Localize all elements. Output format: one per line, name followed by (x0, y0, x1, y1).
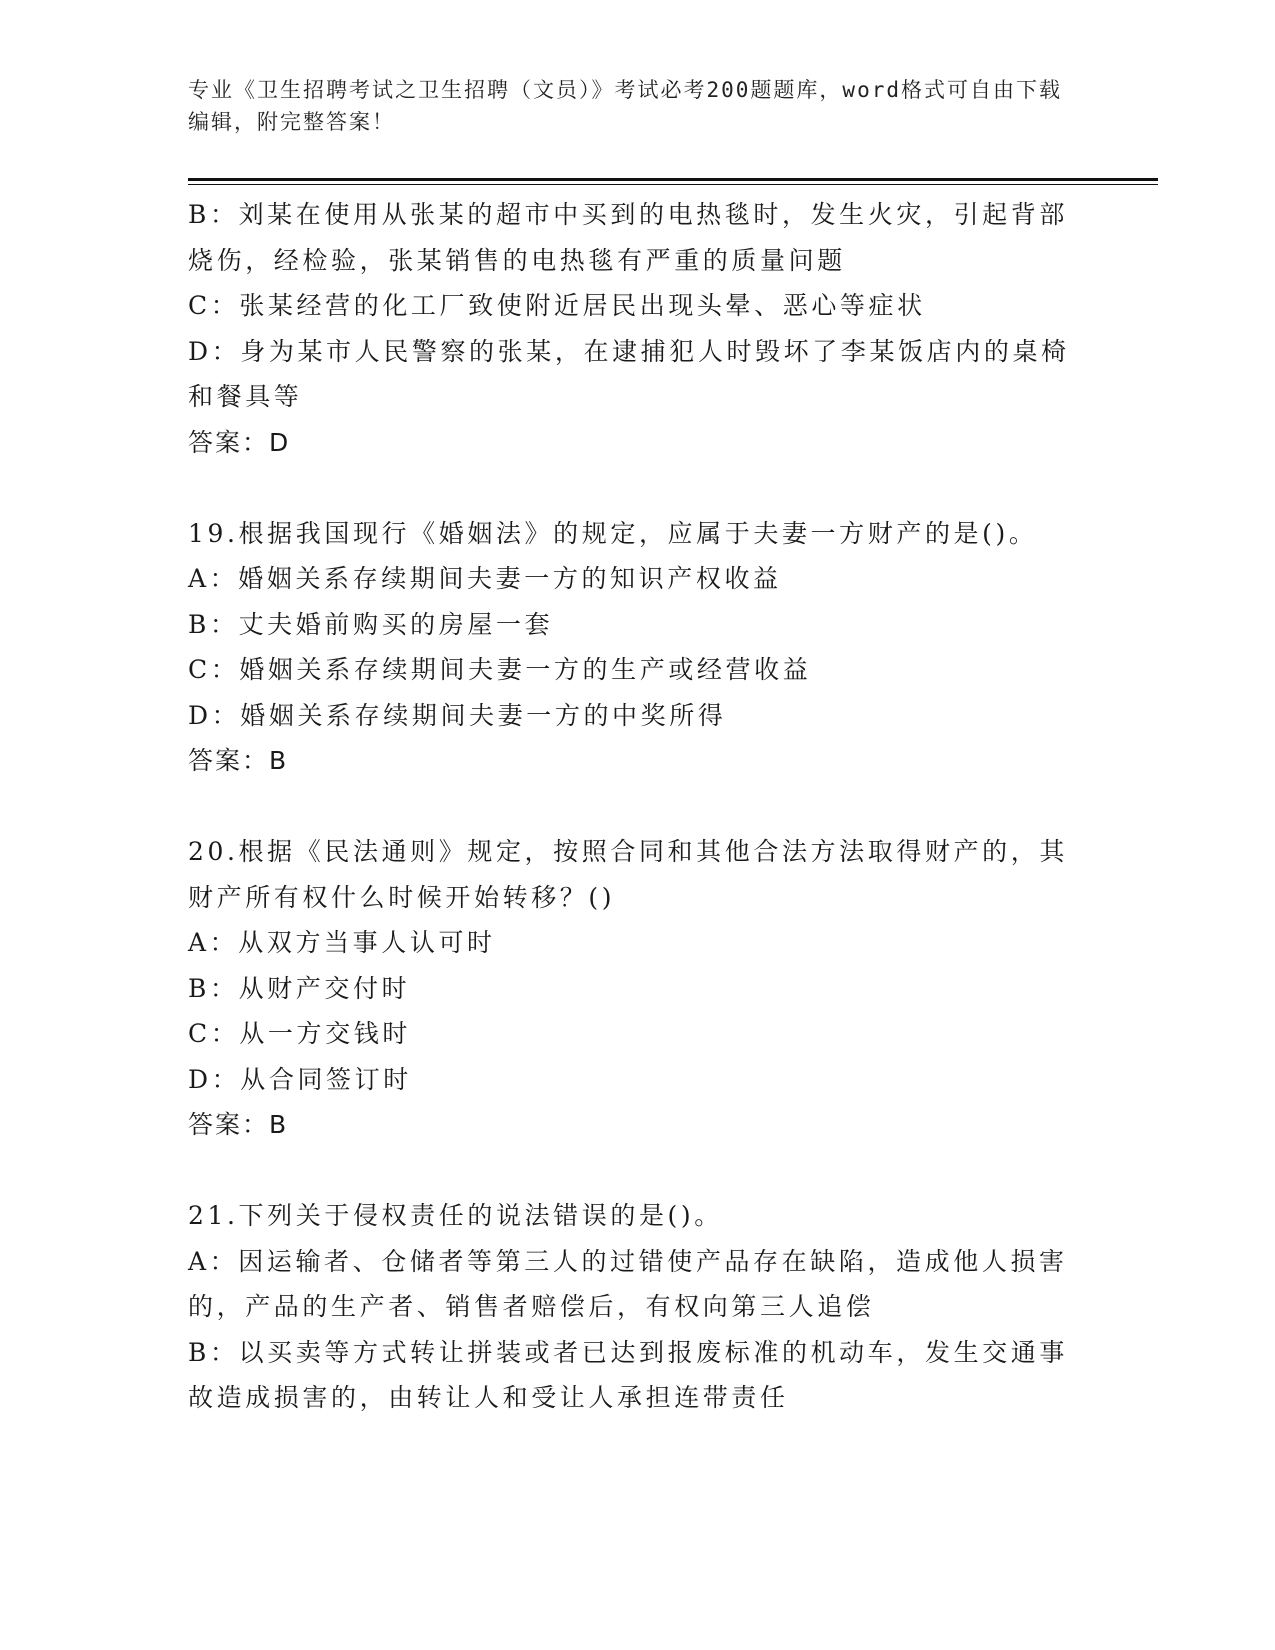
question-block (188, 192, 1088, 465)
option-line: 烧伤，经检验，张某销售的电热毯有严重的质量问题 (188, 245, 846, 275)
question-block (188, 511, 1088, 784)
option-line: A：因运输者、仓储者等第三人的过错使产品存在缺陷，造成他人损害 (188, 1246, 1068, 1276)
option-line: D：身为某市人民警察的张某，在逮捕犯人时毁坏了李某饭店内的桌椅 (188, 336, 1070, 366)
spacer (188, 1148, 1088, 1194)
option-line: B：刘某在使用从张某的超市中买到的电热毯时，发生火灾，引起背部 (188, 200, 1068, 229)
option-line: 故造成损害的，由转让人和受让人承担连带责任 (188, 1383, 789, 1412)
question-stem: 20.根据《民法通则》规定，按照合同和其他合法方法取得财产的，其 (188, 837, 1068, 866)
header-rule-thick (188, 178, 1158, 181)
option-line: A：婚姻关系存续期间夫妻一方的知识产权收益 (188, 564, 782, 593)
document-body (188, 192, 1088, 1421)
spacer (188, 784, 1088, 830)
option-line: 的，产品的生产者、销售者赔偿后，有权向第三人追偿 (188, 1292, 875, 1321)
option-line: 和餐具等 (188, 382, 303, 411)
answer-line: 答案：B (188, 746, 289, 775)
option-line: C：从一方交钱时 (188, 1019, 411, 1048)
question-stem: 21.下列关于侵权责任的说法错误的是()。 (188, 1201, 723, 1230)
option-line: D：婚姻关系存续期间夫妻一方的中奖所得 (188, 700, 727, 730)
document-header: 专业《卫生招聘考试之卫生招聘（文员）》考试必考200题题库，word格式可自由下载编辑，附完整答案！ (188, 78, 1062, 134)
question-block (188, 1193, 1088, 1421)
question-block (188, 829, 1088, 1148)
option-line: D：从合同签订时 (188, 1064, 412, 1094)
question-stem: 财产所有权什么时候开始转移？() (188, 882, 616, 912)
header-rule-thin (188, 184, 1158, 185)
option-line: B：以买卖等方式转让拼装或者已达到报废标准的机动车，发生交通事 (188, 1337, 1068, 1367)
option-line: C：婚姻关系存续期间夫妻一方的生产或经营收益 (188, 655, 812, 684)
spacer (188, 465, 1088, 511)
option-line: A：从双方当事人认可时 (188, 928, 496, 957)
option-line: C：张某经营的化工厂致使附近居民出现头晕、恶心等症状 (188, 291, 926, 320)
answer-line: 答案：D (188, 427, 291, 457)
answer-line: 答案：B (188, 1110, 289, 1139)
option-line: B：从财产交付时 (188, 973, 411, 1003)
question-stem: 19.根据我国现行《婚姻法》的规定，应属于夫妻一方财产的是()。 (188, 518, 1038, 548)
option-line: B：丈夫婚前购买的房屋一套 (188, 609, 554, 639)
